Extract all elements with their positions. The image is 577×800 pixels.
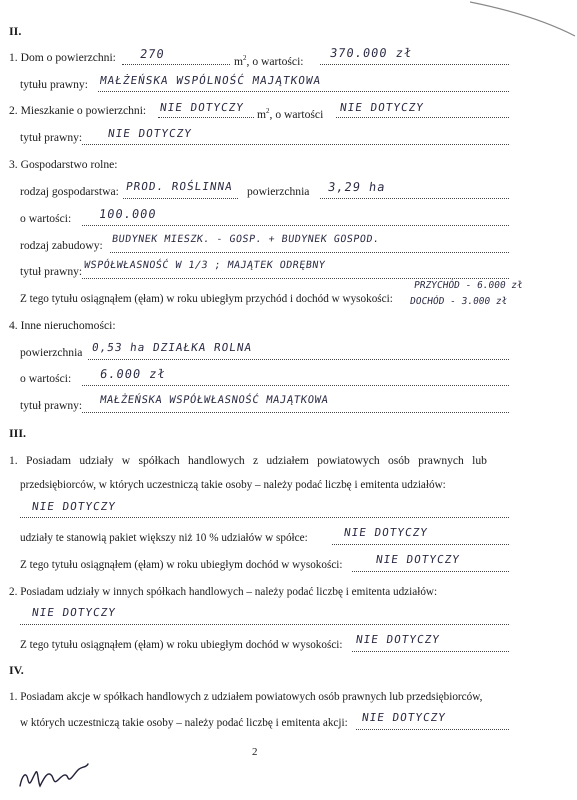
ii-q3-farm-label: 3. Gospodarstwo rolne: — [9, 158, 118, 171]
ii-q4-area-value: 0,53 ha DZIAŁKA ROLNA — [91, 341, 253, 354]
ii-q2-flat-label: 2. Mieszkanie o powierzchni: — [9, 104, 147, 117]
iii-p1-pack-value: NIE DOTYCZY — [343, 526, 429, 539]
iv-p1-line1: 1. Posiadam akcje w spółkach handlowych z udziałem powiatowych osób prawnych lub przedsiębiorców, — [9, 691, 483, 703]
ii-q1-title-label: tytułu prawny: — [20, 78, 88, 91]
ii-q4-other-label: 4. Inne nieruchomości: — [9, 319, 116, 332]
section-iii-heading: III. — [9, 426, 27, 440]
iii-p1-line1: 1. Posiadam udziały w spółkach handlowych z udziałem powiatowych osób prawnych lub — [9, 454, 487, 467]
signature-initials — [16, 760, 106, 796]
ii-q3-type-label: rodzaj gospodarstwa: — [20, 185, 119, 198]
ii-q4-area-label: powierzchnia — [20, 346, 83, 359]
ii-q3-area-label: powierzchnia — [247, 185, 310, 198]
ii-q3-area-value: 3,29 ha — [327, 180, 387, 194]
ii-q3-value: 100.000 — [98, 207, 158, 221]
iii-p2-income-label: Z tego tytułu osiągnąłem (ęłam) w roku ubiegłym dochód w wysokości: — [20, 639, 343, 651]
iii-p1-pack-label: udziały te stanowią pakiet większy niż 10 % udziałów w spółce: — [20, 532, 308, 544]
ii-q3-income-label: Z tego tytułu osiągnąłem (ęłam) w roku ubiegłym przychód i dochód w wysokości: — [20, 293, 393, 305]
ii-q2-title-value: NIE DOTYCZY — [107, 127, 193, 140]
ii-q2-flat-area: NIE DOTYCZY — [159, 101, 245, 114]
iii-p2-answer: NIE DOTYCZY — [31, 606, 117, 619]
ii-q4-title-label: tytuł prawny: — [20, 399, 83, 412]
iv-p1-line2: w których uczestniczą takie osoby – należy podać liczbę i emitenta akcji: — [20, 717, 348, 729]
ii-q4-value-label: o wartości: — [20, 372, 72, 385]
scan-corner-mark — [470, 0, 577, 40]
ii-q3-build-value: BUDYNEK MIESZK. - GOSP. + BUDYNEK GOSPOD. — [111, 234, 381, 245]
section-iv-heading: IV. — [9, 663, 24, 677]
iii-p1-income-label: Z tego tytułu osiągnąłem (ęłam) w roku ubiegłym dochód w wysokości: — [20, 559, 343, 571]
ii-q2-unit: $m^2$, o wartości — [257, 107, 324, 121]
ii-q3-build-label: rodzaj zabudowy: — [20, 239, 103, 252]
ii-q3-title-value: WSPÓŁWŁASNOŚĆ W 1/3 ; MAJĄTEK ODRĘBNY — [83, 260, 327, 271]
page-number: 2 — [252, 746, 258, 758]
ii-q1-unit: $m^2$, o wartości: — [234, 54, 304, 68]
ii-q2-title-label: tytuł prawny: — [20, 131, 83, 144]
iii-p2-income-value: NIE DOTYCZY — [355, 633, 441, 646]
iv-p1-answer: NIE DOTYCZY — [361, 711, 447, 724]
ii-q3-revenue: PRZYCHÓD - 6.000 zł — [413, 280, 524, 291]
iii-p2-line1: 2. Posiadam udziały w innych spółkach handlowych – należy podać liczbę i emitenta udziałów: — [9, 586, 438, 598]
ii-q1-house-value: 370.000 zł — [329, 46, 414, 60]
iii-p1-income-value: NIE DOTYCZY — [375, 553, 461, 566]
ii-q1-house-label: 1. Dom o powierzchni: — [9, 51, 116, 64]
section-ii-heading: II. — [9, 24, 22, 38]
ii-q3-value-label: o wartości: — [20, 212, 72, 225]
ii-q3-income: DOCHÓD - 3.000 zł — [409, 296, 509, 307]
ii-q3-title-label: tytuł prawny: — [20, 265, 83, 278]
ii-q4-value: 6.000 zł — [99, 367, 167, 381]
ii-q2-flat-value: NIE DOTYCZY — [339, 101, 425, 114]
ii-q3-type-value: PROD. ROŚLINNA — [125, 180, 234, 193]
ii-q1-house-area: 270 — [139, 47, 166, 61]
ii-q1-title-value: MAŁŻEŃSKA WSPÓLNOŚĆ MAJĄTKOWA — [99, 74, 322, 87]
iii-p1-line2: przedsiębiorców, w których uczestniczą takie osoby – należy podać liczbę i emitenta udziałów: — [20, 479, 446, 491]
iii-p1-answer: NIE DOTYCZY — [31, 500, 117, 513]
ii-q4-title-value: MAŁŻEŃSKA WSPÓŁWŁASNOŚĆ MAJĄTKOWA — [99, 394, 330, 406]
